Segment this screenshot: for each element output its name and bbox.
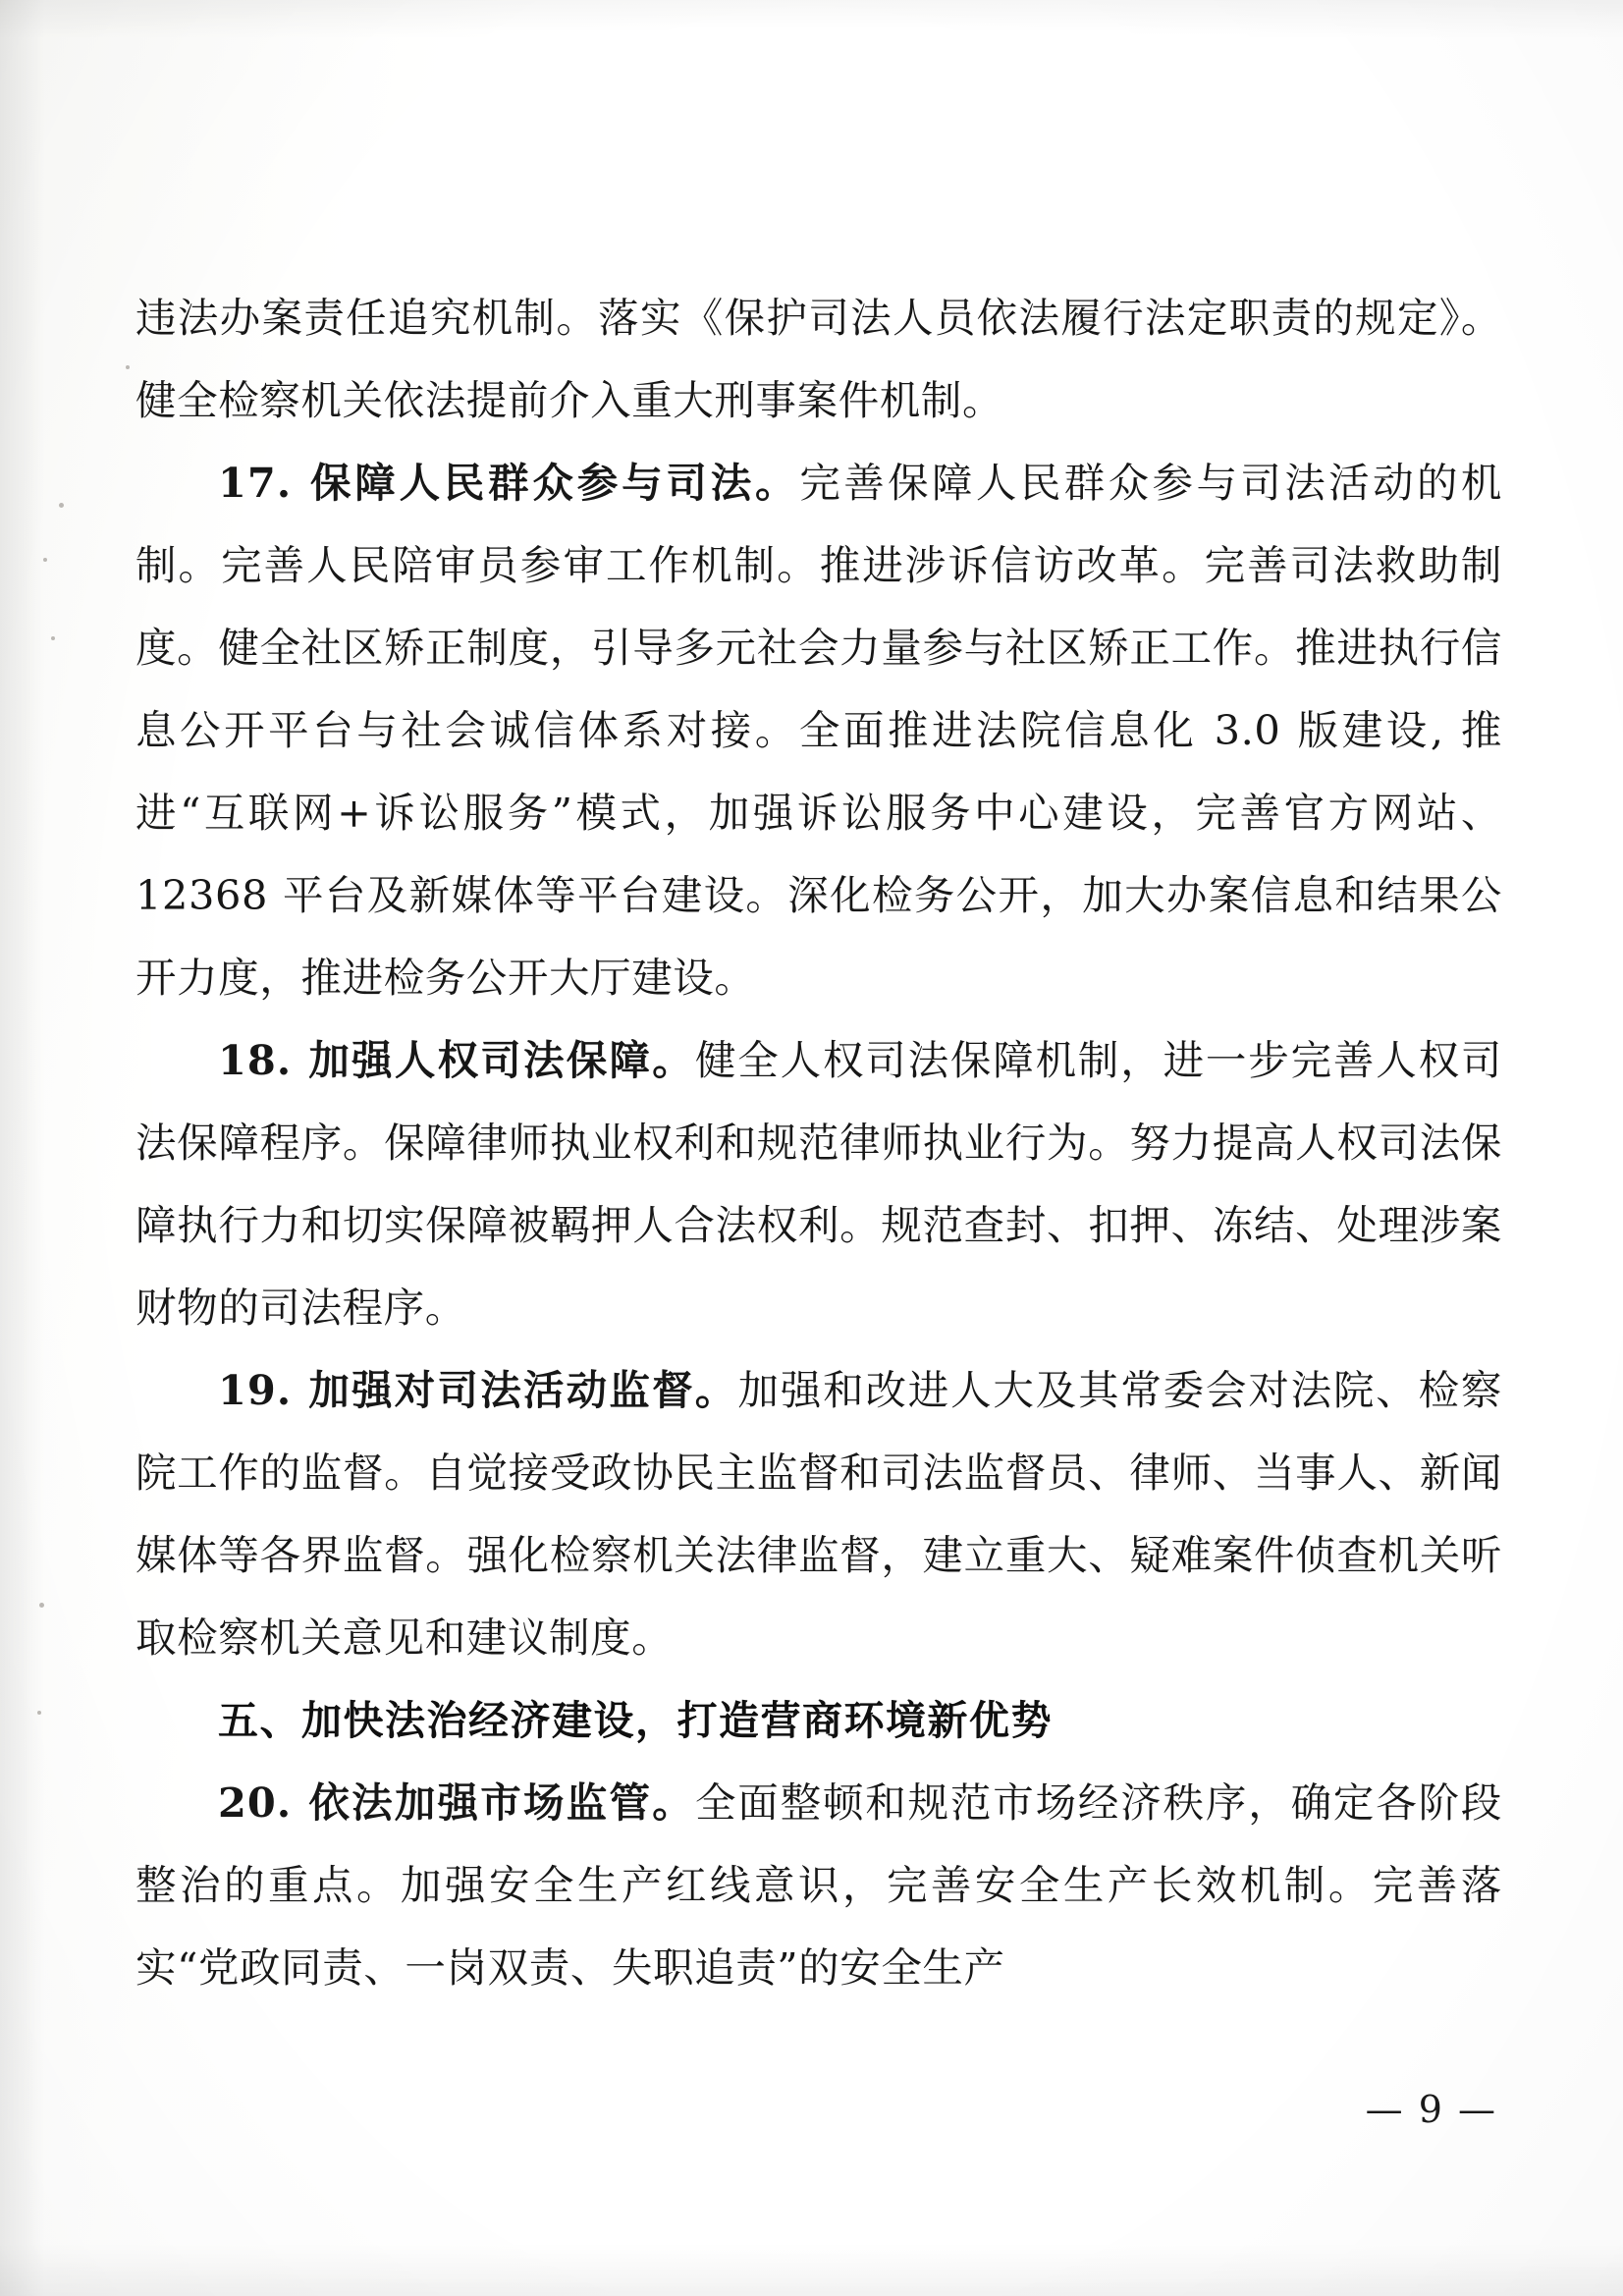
paragraph-text: 完善保障人民群众参与司法活动的机制。完善人民陪审员参审工作机制。推进涉诉信访改革。完善司法救助制度。健全社区矫正制度，引导多元社会力量参与社区矫正工作。推进执行信息公开平台与社会诚信体系对接。全面推进法院信息化 3.0 版建设, 推进“互联网+诉讼服务”模式，加强诉讼服务中心建设，完善官方网站、12368 平台及新媒体等平台建设。深化检务公开，加大办案信息和结果公开力度，推进检务公开大厅建设。 xyxy=(135,459,1502,1002)
scan-speck xyxy=(43,558,47,562)
paragraph-lead-19: 19. 加强对司法活动监督。 xyxy=(218,1366,738,1414)
paragraph-item-19 xyxy=(135,1349,1502,1679)
paragraph-lead-18: 18. 加强人权司法保障。 xyxy=(218,1036,695,1084)
paragraph-text: 健全人权司法保障机制，进一步完善人权司法保障程序。保障律师执业权利和规范律师执业行为。努力提高人权司法保障执行力和切实保障被羁押人合法权利。规范查封、扣押、冻结、处理涉案财物的司法程序。 xyxy=(135,1036,1502,1332)
paragraph-item-17 xyxy=(135,442,1502,1019)
scan-speck xyxy=(59,503,64,508)
page-number: — 9 — xyxy=(1365,2088,1497,2131)
paragraph-continued xyxy=(135,277,1502,442)
paragraph-text: 全面整顿和规范市场经济秩序，确定各阶段整治的重点。加强安全生产红线意识，完善安全生产长效机制。完善落实“党政同责、一岗双责、失职追责”的安全生产 xyxy=(135,1778,1502,1992)
scan-gutter-shadow xyxy=(0,0,45,2296)
paragraph-item-20 xyxy=(135,1762,1502,2009)
scan-speck xyxy=(51,636,55,640)
scan-speck xyxy=(39,1603,44,1608)
paragraph-item-18 xyxy=(135,1019,1502,1349)
scan-top-shadow xyxy=(0,0,1623,39)
paragraph-text: 违法办案责任追究机制。落实《保护司法人员依法履行法定职责的规定》。健全检察机关依法提前介入重大刑事案件机制。 xyxy=(135,294,1502,424)
section-heading-five: 五、加快法治经济建设，打造营商环境新优势 xyxy=(218,1697,1053,1744)
paragraph-lead-17: 17. 保障人民群众参与司法。 xyxy=(218,459,800,507)
scan-speck xyxy=(126,365,130,369)
paragraph-text: 加强和改进人大及其常委会对法院、检察院工作的监督。自觉接受政协民主监督和司法监督员、律师、当事人、新闻媒体等各界监督。强化检察机关法律监督，建立重大、疑难案件侦查机关听取检察机关意见和建议制度。 xyxy=(135,1366,1502,1662)
document-body xyxy=(135,277,1502,2009)
scan-speck xyxy=(37,1711,41,1715)
scan-bottom-shadow xyxy=(0,2243,1623,2296)
paragraph-lead-20: 20. 依法加强市场监管。 xyxy=(218,1778,695,1827)
